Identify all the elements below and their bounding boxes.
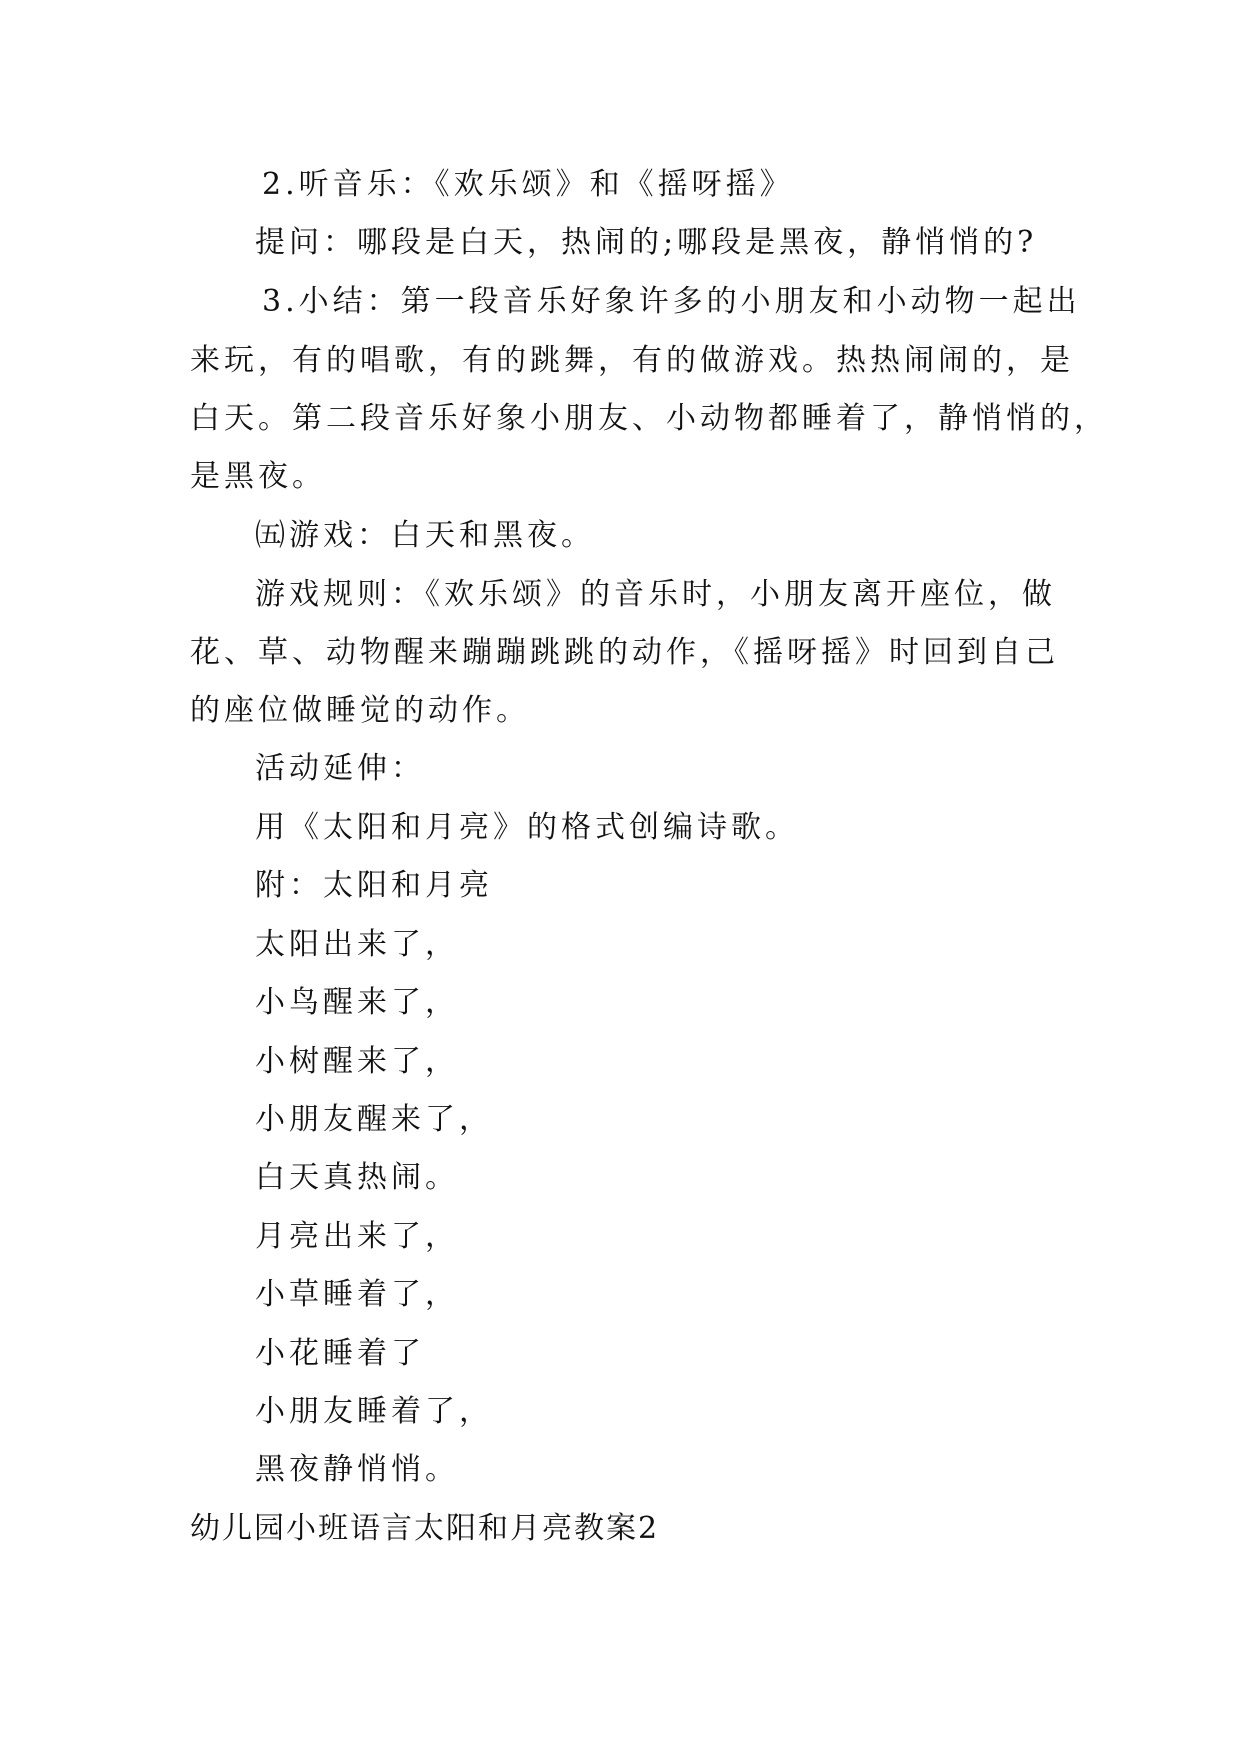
poem-line: 小朋友醒来了， xyxy=(255,1102,493,1137)
poem-line: 小朋友睡着了， xyxy=(255,1394,493,1429)
paragraph-game-rules-line-2: 花、草、动物醒来蹦蹦跳跳的动作，《摇呀摇》时回到自己 xyxy=(190,635,1059,670)
paragraph-summary-line-3: 白天。第二段音乐好象小朋友、小动物都睡着了，静悄悄的， xyxy=(190,401,1108,436)
section-title: 幼儿园小班语言太阳和月亮教案2 xyxy=(190,1511,660,1546)
poem-line: 黑夜静悄悄。 xyxy=(255,1452,459,1487)
poem-line: 小鸟醒来了， xyxy=(255,985,459,1020)
paragraph-create-poem: 用《太阳和月亮》的格式创编诗歌。 xyxy=(255,810,799,845)
paragraph-summary-line-1: 3.小结：第一段音乐好象许多的小朋友和小动物一起出 xyxy=(262,284,1081,319)
paragraph-activity-extension: 活动延伸： xyxy=(255,751,425,786)
poem-title: 附：太阳和月亮 xyxy=(255,868,493,903)
paragraph-game-rules-line-1: 游戏规则：《欢乐颂》的音乐时，小朋友离开座位，做 xyxy=(255,577,1056,612)
paragraph-listen-music: 2.听音乐：《欢乐颂》和《摇呀摇》 xyxy=(262,167,794,202)
paragraph-game-title: ㈤游戏：白天和黑夜。 xyxy=(255,518,595,553)
paragraph-question: 提问：哪段是白天，热闹的;哪段是黑夜，静悄悄的? xyxy=(255,225,1038,260)
paragraph-summary-line-2: 来玩，有的唱歌，有的跳舞，有的做游戏。热热闹闹的，是 xyxy=(190,343,1074,378)
poem-line: 月亮出来了， xyxy=(255,1219,459,1254)
paragraph-summary-line-4: 是黑夜。 xyxy=(190,459,326,494)
poem-line: 白天真热闹。 xyxy=(255,1160,459,1195)
poem-line: 小树醒来了， xyxy=(255,1044,459,1079)
poem-line: 小花睡着了 xyxy=(255,1336,425,1371)
paragraph-game-rules-line-3: 的座位做睡觉的动作。 xyxy=(190,693,530,728)
poem-line: 小草睡着了， xyxy=(255,1277,459,1312)
poem-line: 太阳出来了， xyxy=(255,927,459,962)
